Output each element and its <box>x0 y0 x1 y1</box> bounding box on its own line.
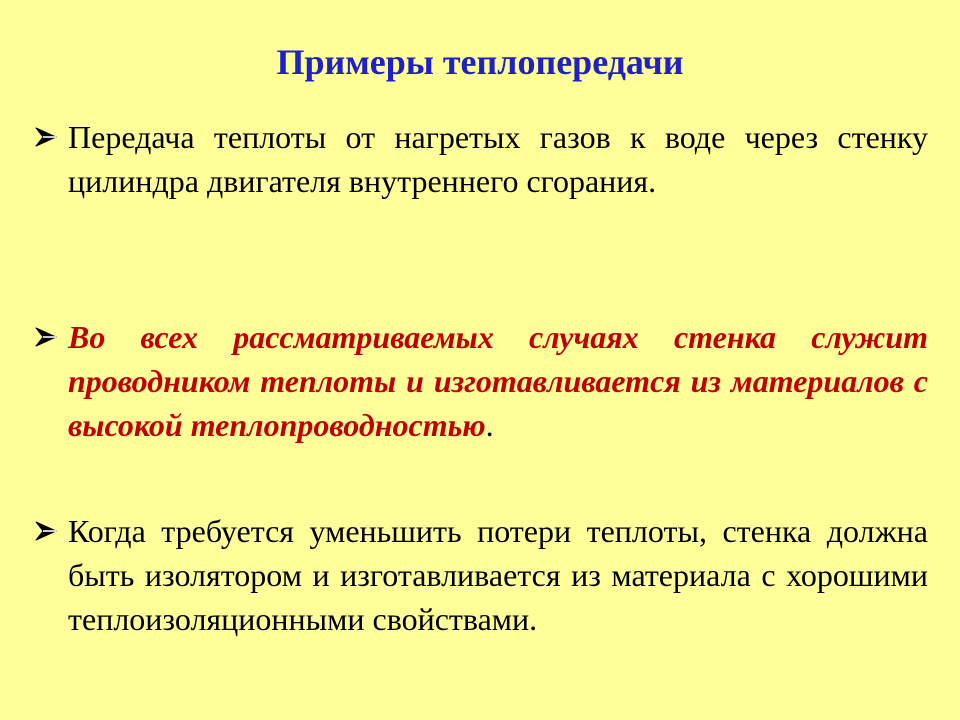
bullet-text-2 <box>68 315 928 447</box>
slide-title: Примеры теплопередачи <box>276 42 684 82</box>
arrow-bullet-icon <box>34 115 68 159</box>
bullet-text-3: Когда требуется уменьшить потери теплоты, стенка должна быть изолятором и изготавливается из материала с хорошими теплоизоляционными свойствами. <box>68 513 928 637</box>
bullet-item-2 <box>34 315 928 447</box>
arrow-bullet-icon <box>34 315 68 359</box>
arrow-bullet-icon <box>34 509 68 553</box>
bullet-item-3 <box>34 509 928 641</box>
bullet-item-1 <box>34 115 928 203</box>
emphasized-statement: Во всех рассматриваемых случаях стенка служит проводником теплоты и изготавливается из материалов с высокой теплопроводностью <box>68 319 928 443</box>
bullet-text-1: Передача теплоты от нагретых газов к воде через стенку цилиндра двигателя внутреннего сгорания. <box>68 119 928 199</box>
statement-period: . <box>485 407 494 443</box>
